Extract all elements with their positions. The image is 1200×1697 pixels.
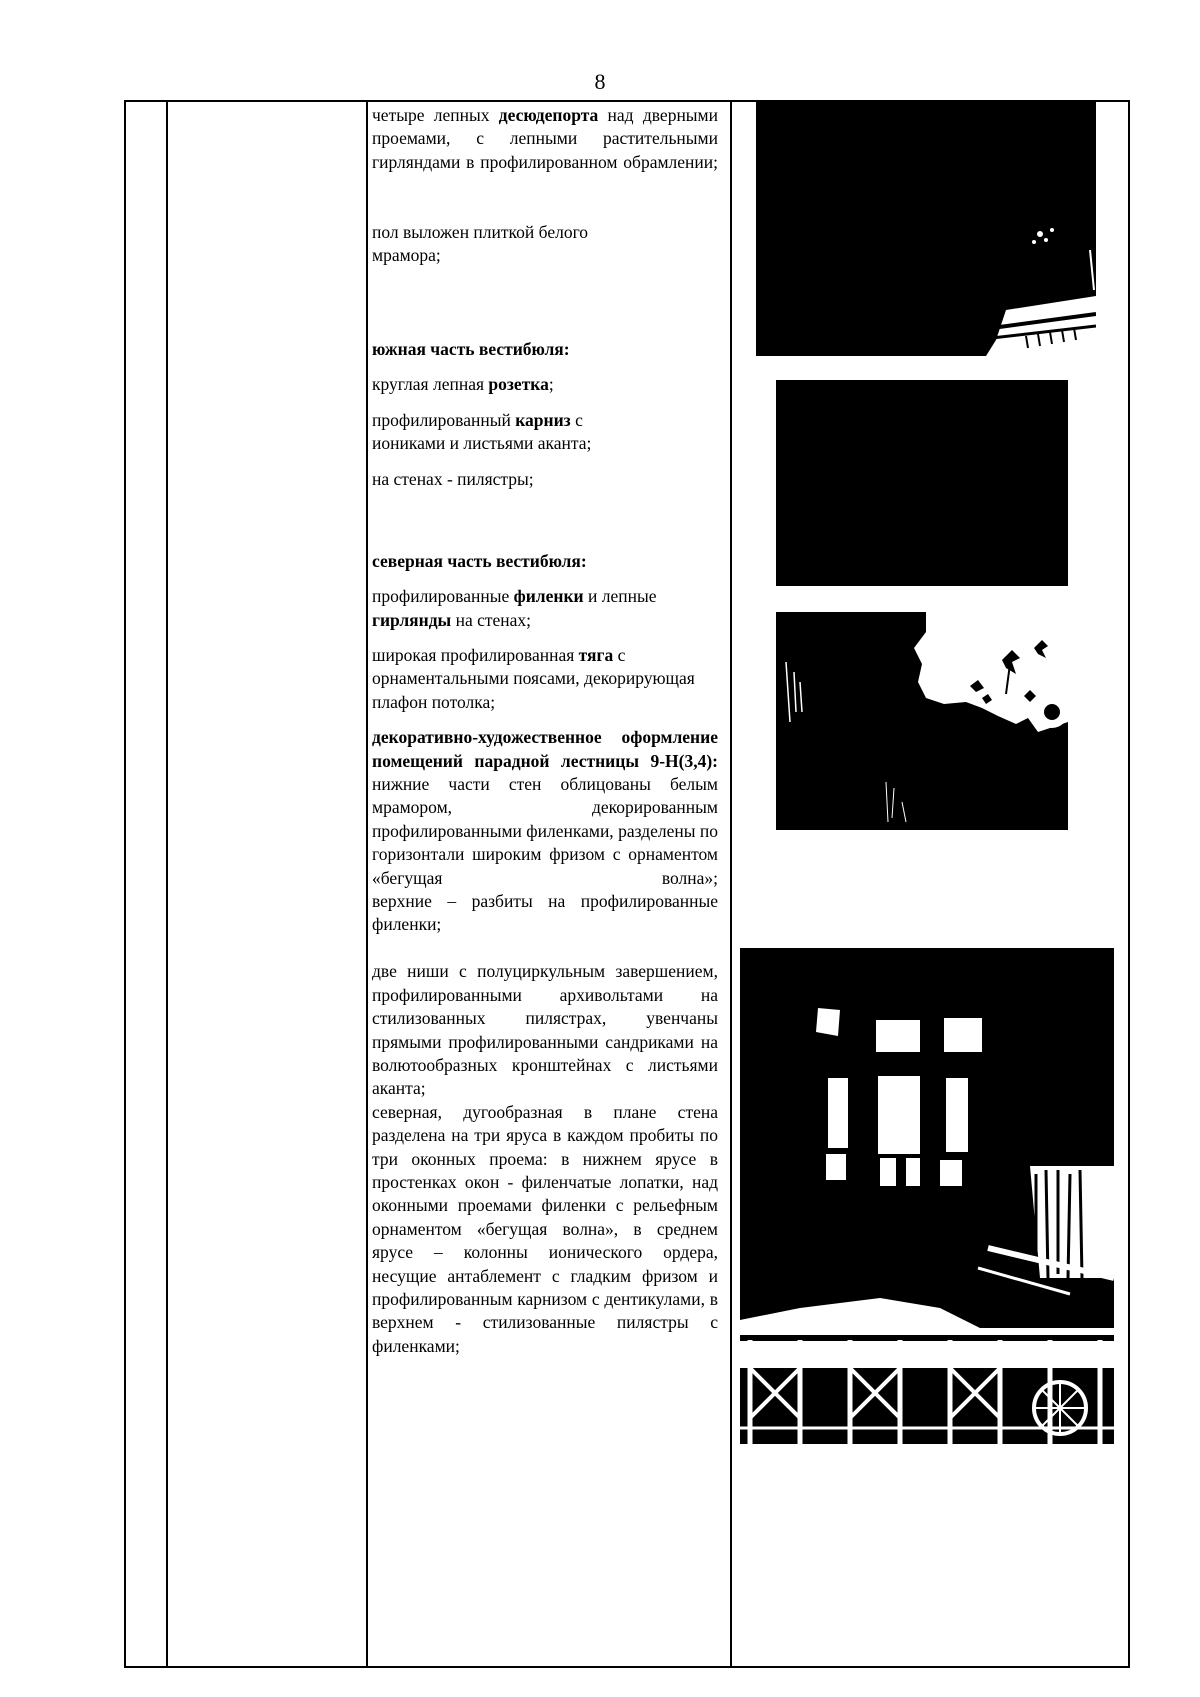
text-run-bold: тяга [578, 645, 614, 666]
paragraph-floor: пол выложен плиткой белого мрамора; [372, 222, 589, 266]
text-run: с орнаментальными поясами, декорирующая плафон потолка; [372, 645, 695, 712]
photo-staircase-image [740, 948, 1114, 1444]
text-run: круглая лепная [372, 374, 489, 395]
photo-vestibule-doorway-image [756, 100, 1096, 356]
photo-vestibule-doorway [756, 100, 1096, 356]
heading-staircase [372, 726, 718, 773]
text-run: с иониками и листьями аканта; [372, 409, 592, 454]
text-run: широкая профилированная [372, 645, 579, 666]
text-run: четыре лепных [372, 105, 499, 125]
text-run: профилированный [372, 409, 516, 430]
item-cornice [372, 409, 652, 456]
paragraph-desudeporta [372, 104, 718, 174]
item-upper-walls: верхние – разбиты на профилированные филенки; [372, 891, 718, 935]
description-column [372, 104, 718, 1358]
item-ceiling-band [372, 644, 702, 714]
photo-staircase [740, 948, 1114, 1444]
text-run: над дверными проемами, с лепными растительными гирляндами в профилированном обрамлении; [372, 105, 719, 172]
photo-north-vestibule-image [776, 612, 1068, 830]
text-run-bold: карниз [515, 409, 571, 430]
table-col-border [1128, 100, 1130, 1668]
text-run: на стенах; [451, 609, 532, 630]
table-col-border [124, 100, 126, 1668]
item-pilasters: на стенах - пилястры; [372, 468, 534, 489]
heading-text: северная часть вестибюля: [372, 550, 587, 571]
text-run: и лепные [583, 586, 657, 607]
table-col-border [730, 100, 732, 1668]
text-run: ; [548, 374, 554, 395]
item-niches: две ниши с полуциркульным завершением, профилированными архивольтами на стилизованных пилястрах, увенчаны прямыми профилированными сандриками на волютообразных кронштейнах с листьями аканта; [372, 961, 718, 1099]
photo-north-vestibule [776, 612, 1068, 830]
text-run-bold: гирлянды [372, 609, 452, 630]
table-col-border [166, 100, 168, 1668]
table-col-border [366, 100, 368, 1668]
page-number: 8 [594, 69, 606, 94]
heading-text: декоративно-художественное оформление помещений парадной лестницы 9-Н(3,4): [372, 727, 718, 771]
heading-north-vestibule [372, 550, 718, 573]
item-north-wall: северная, дугообразная в плане стена разделена на три яруса в каждом пробиты по три оконных проема: в нижнем ярусе в простенках окон - филенчатые лопатки, над оконными проемами филенки с рельефным орнаментом «бегущая волна», в среднем ярусе – колонны ионического ордера, несущие антаблемент с гладким фризом и профилированным карнизом с дентикулами, в верхнем - стилизованные пилястры с филенками; [372, 1101, 718, 1356]
text-run-bold: розетка [488, 374, 549, 395]
item-panels-garlands [372, 585, 662, 632]
heading-south-vestibule [372, 338, 718, 361]
item-lower-walls: нижние части стен облицованы белым мрамором, декорированным профилированными филенками, разделены по горизонтали широким фризом с орнаментом «бегущая волна»; [372, 774, 718, 888]
item-rosette [372, 373, 718, 396]
photo-south-vestibule [776, 380, 1068, 586]
text-run-bold: филенки [513, 586, 584, 607]
table-bottom-border [124, 1666, 1130, 1668]
heading-text: южная часть вестибюля: [372, 338, 570, 359]
photo-south-vestibule-image [776, 380, 1068, 586]
text-run: профилированные [372, 586, 514, 607]
text-run-bold: десюдепорта [498, 105, 599, 125]
